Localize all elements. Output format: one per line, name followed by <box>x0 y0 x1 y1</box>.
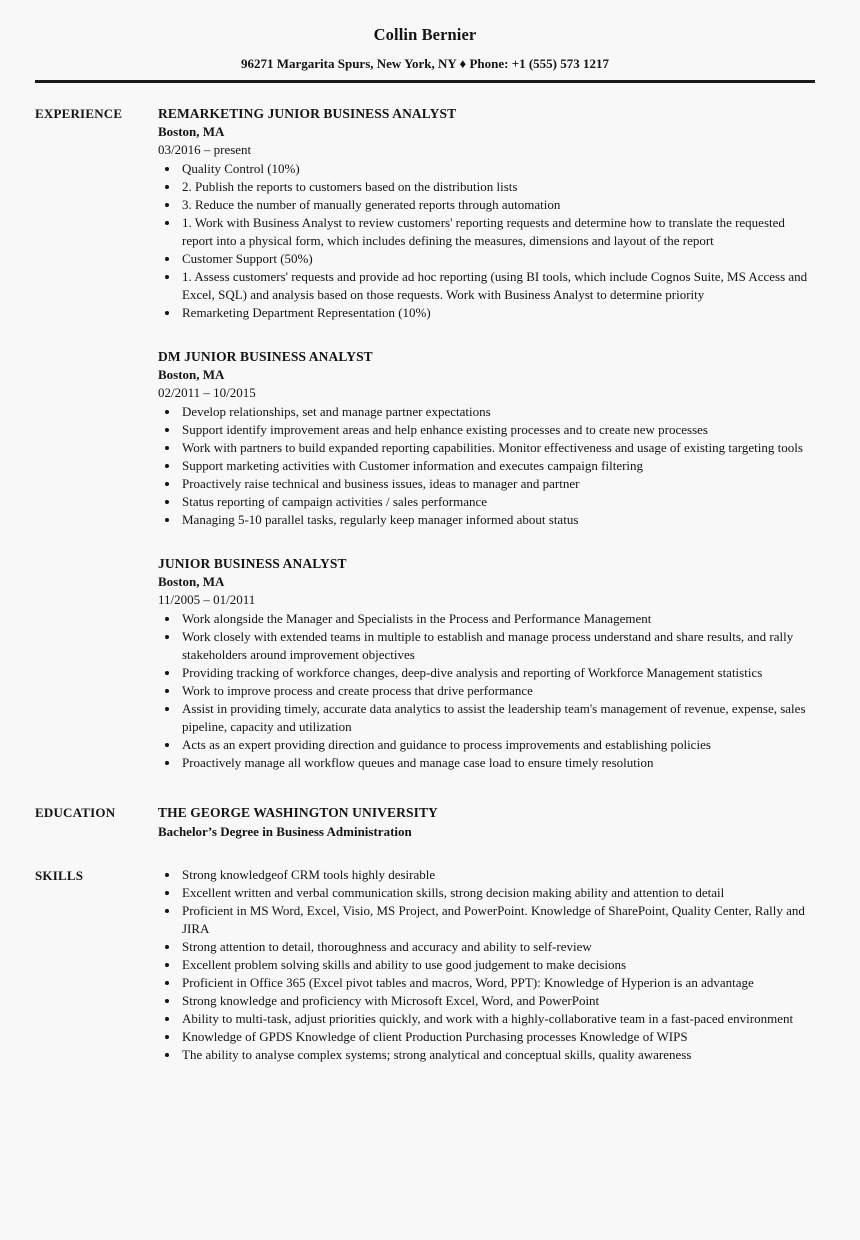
education-school: THE GEORGE WASHINGTON UNIVERSITY <box>158 805 438 820</box>
bullet-item: • Work to improve process and create process that drive performance <box>180 682 815 700</box>
bullet-item: • 1. Work with Business Analyst to review customers' reporting requests and determine how to translate the requested report into a physical form, which includes defining the measures, dimensions and layout of the report <box>180 214 815 250</box>
bullet-item: • 1. Assess customers' requests and provide ad hoc reporting (using BI tools, which include Cognos Suite, MS Access and Excel, SQL) and analysis based on those requests. Work with Business Analyst to determine priority <box>180 268 815 304</box>
job-entry <box>158 347 815 529</box>
job-bullets <box>158 403 815 529</box>
bullet-item: • Proactively manage all workflow queues and manage case load to ensure timely resolution <box>180 754 815 772</box>
job-entry <box>158 104 815 322</box>
skills-section-label: SKILLS <box>35 868 84 883</box>
bullet-item: • Status reporting of campaign activities / sales performance <box>180 493 815 511</box>
bullet-item: • 2. Publish the reports to customers based on the distribution lists <box>180 178 815 196</box>
bullet-item: • Managing 5-10 parallel tasks, regularly keep manager informed about status <box>180 511 815 529</box>
bullet-item: • Strong knowledge and proficiency with Microsoft Excel, Word, and PowerPoint <box>180 992 815 1010</box>
education-section <box>35 803 815 841</box>
bullet-item: • Acts as an expert providing direction and guidance to process improvements and establishing policies <box>180 736 815 754</box>
bullet-item: • Ability to multi-task, adjust priorities quickly, and work with a highly-collaborative team in a fast-paced environment <box>180 1010 815 1028</box>
skills-list <box>158 866 815 1064</box>
bullet-item: • Remarketing Department Representation (10%) <box>180 304 815 322</box>
job-location: Boston, MA <box>158 367 225 382</box>
bullet-item: • Develop relationships, set and manage partner expectations <box>180 403 815 421</box>
job-location: Boston, MA <box>158 574 225 589</box>
job-bullets <box>158 610 815 772</box>
education-content <box>158 803 815 841</box>
bullet-item: • Providing tracking of workforce changes, deep-dive analysis and reporting of Workforce Management statistics <box>180 664 815 682</box>
bullet-item: • Quality Control (10%) <box>180 160 815 178</box>
bullet-item: • Support identify improvement areas and help enhance existing processes and to create new processes <box>180 421 815 439</box>
bullet-item: • Work with partners to build expanded reporting capabilities. Monitor effectiveness and usage of existing targeting tools <box>180 439 815 457</box>
bullet-item: • Customer Support (50%) <box>180 250 815 268</box>
bullet-item: • Work alongside the Manager and Specialists in the Process and Performance Management <box>180 610 815 628</box>
job-dates: 03/2016 – present <box>158 142 252 157</box>
education-section-label: EDUCATION <box>35 805 116 820</box>
bullet-item: • Proficient in MS Word, Excel, Visio, MS Project, and PowerPoint. Knowledge of SharePoint, Quality Center, Rally and JIRA <box>180 902 815 938</box>
experience-section <box>35 104 815 772</box>
skills-content <box>158 866 815 1064</box>
bullet-item: • Proactively raise technical and business issues, ideas to manager and partner <box>180 475 815 493</box>
bullet-item: • Proficient in Office 365 (Excel pivot tables and macros, Word, PPT): Knowledge of Hyperion is an advantage <box>180 974 815 992</box>
bullet-item: • Support marketing activities with Customer information and executes campaign filtering <box>180 457 815 475</box>
resume-header <box>35 25 815 83</box>
experience-jobs <box>158 104 815 772</box>
bullet-item: • Strong attention to detail, thoroughness and accuracy and ability to self-review <box>180 938 815 956</box>
job-bullets <box>158 160 815 322</box>
job-dates: 02/2011 – 10/2015 <box>158 385 256 400</box>
bullet-item: • Excellent problem solving skills and ability to use good judgement to make decisions <box>180 956 815 974</box>
bullet-item: • Knowledge of GPDS Knowledge of client Production Purchasing processes Knowledge of WIPS <box>180 1028 815 1046</box>
job-dates: 11/2005 – 01/2011 <box>158 592 256 607</box>
bullet-item: • Excellent written and verbal communication skills, strong decision making ability and attention to detail <box>180 884 815 902</box>
bullet-item: • Assist in providing timely, accurate data analytics to assist the leadership team's management of revenue, expense, sales pipeline, capacity and utilization <box>180 700 815 736</box>
job-title: DM JUNIOR BUSINESS ANALYST <box>158 349 373 364</box>
job-title: JUNIOR BUSINESS ANALYST <box>158 556 347 571</box>
experience-section-label: EXPERIENCE <box>35 106 123 121</box>
job-location: Boston, MA <box>158 124 225 139</box>
contact-line: 96271 Margarita Spurs, New York, NY ♦ Phone: +1 (555) 573 1217 <box>240 56 610 71</box>
candidate-name: Collin Bernier <box>373 25 477 44</box>
job-title: REMARKETING JUNIOR BUSINESS ANALYST <box>158 106 457 121</box>
bullet-item: • Strong knowledgeof CRM tools highly desirable <box>180 866 815 884</box>
job-entry <box>158 554 815 772</box>
header-divider <box>35 80 815 83</box>
bullet-item: • 3. Reduce the number of manually generated reports through automation <box>180 196 815 214</box>
bullet-item: • The ability to analyse complex systems; strong analytical and conceptual skills, quality awareness <box>180 1046 815 1064</box>
education-degree: Bachelor’s Degree in Business Administration <box>158 824 412 839</box>
skills-section <box>35 866 815 1064</box>
bullet-item: • Work closely with extended teams in multiple to establish and manage process understand and share results, and rally stakeholders around improvement objectives <box>180 628 815 664</box>
